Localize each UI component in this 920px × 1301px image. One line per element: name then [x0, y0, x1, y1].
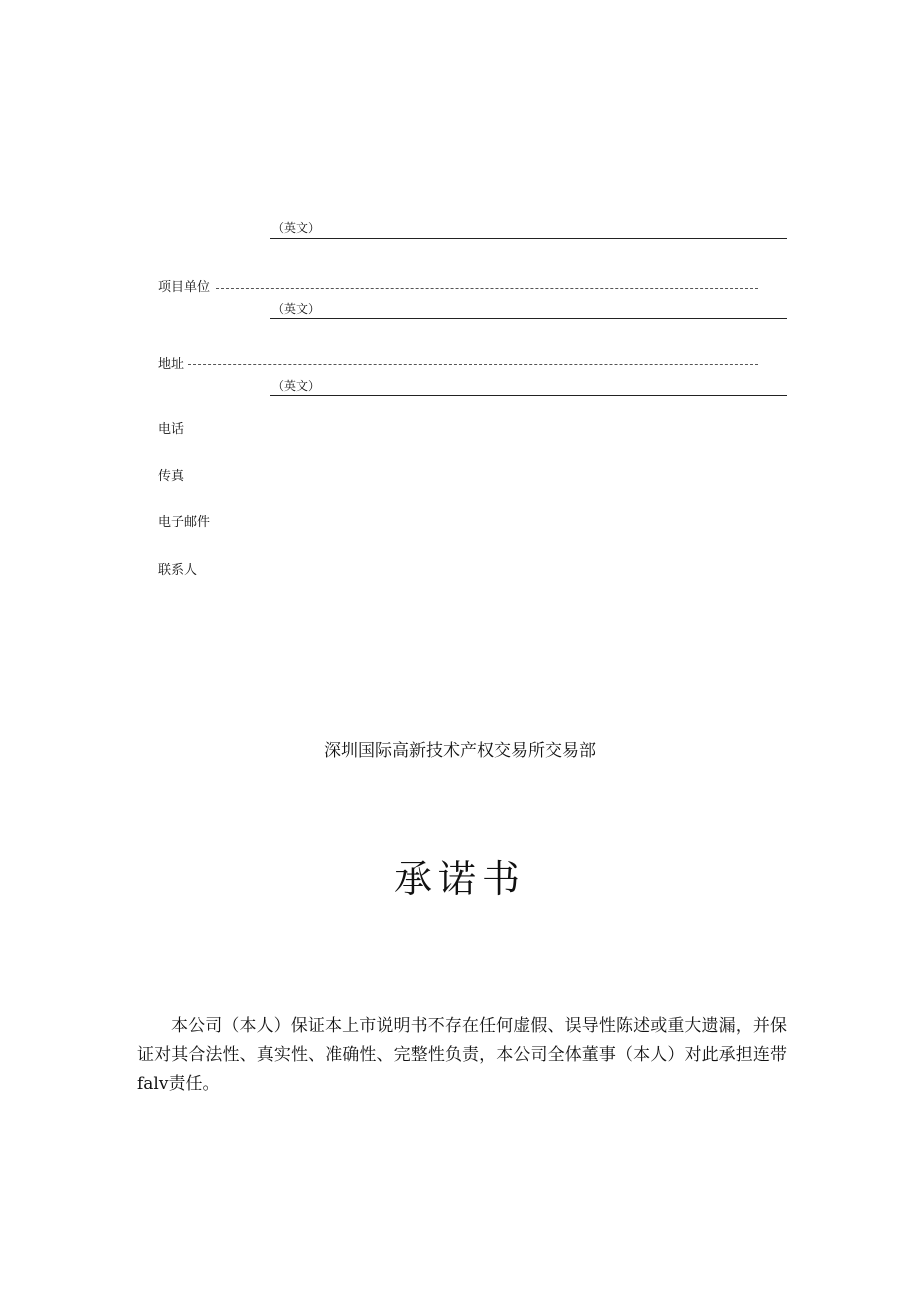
company-name-en-underline	[270, 238, 787, 239]
project-unit-en-label: （英文）	[272, 302, 321, 316]
phone-label: 电话	[158, 422, 185, 437]
document-title: 承诺书	[393, 857, 526, 901]
organization-name: 深圳国际高新技术产权交易所交易部	[324, 741, 596, 761]
address-dashed-line[interactable]	[188, 364, 758, 365]
address-en-underline[interactable]	[270, 395, 787, 396]
email-label: 电子邮件	[158, 515, 211, 530]
statement-paragraph: 本公司（本人）保证本上市说明书不存在任何虚假、误导性陈述或重大遗漏，并保证对其合法性、真实性、准确性、完整性负责，本公司全体董事（本人）对此承担连带falv责任。	[137, 1016, 787, 1094]
project-unit-label: 项目单位	[158, 280, 211, 295]
contact-person-label: 联系人	[158, 563, 198, 578]
project-unit-dashed-line[interactable]	[216, 288, 758, 289]
project-unit-en-underline[interactable]	[270, 318, 787, 319]
fax-label: 传真	[158, 469, 185, 484]
company-name-en-label: （英文）	[272, 221, 321, 235]
address-label: 地址	[158, 357, 185, 372]
address-en-label: （英文）	[272, 379, 321, 393]
